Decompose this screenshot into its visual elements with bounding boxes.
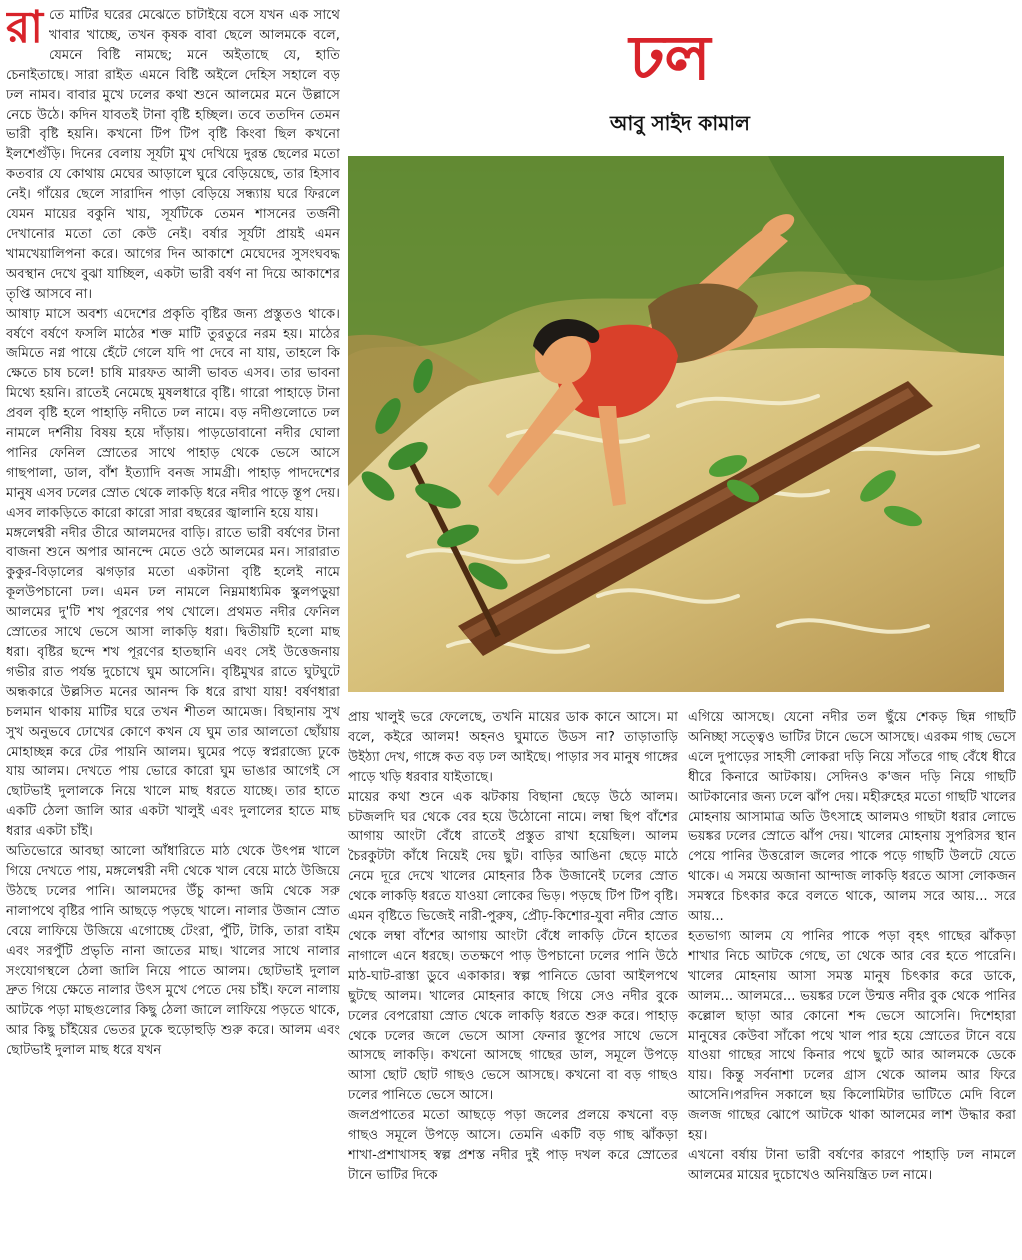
article-column-left [6, 6, 340, 1256]
article-paragraph-text: তে মাটির ঘরের মেঝেতে চাটাইয়ে বসে যখন এক সাথে খাবার খাচ্ছে, তখন কৃষক বাবা ছেলে আলমকে বলে, যেমনে বিষ্টি নামছে; মনে অইতাছে যে, হাতি চেনাইতাছে। সারা রাইত এমনে বিষ্টি অইলে দেহিস সহালে বড় ঢল নামব। বাবার মুখে ঢলের কথা শুনে আলমের মনে উল্লাসে নেচে উঠে। কদিন যাবতই টানা বৃষ্টি হচ্ছিল। তবে ততদিন তেমন ভারী বৃষ্টি হয়নি। কখনো টিপ টিপ বৃষ্টি কিংবা ছিল কখনো ইলশেগুঁড়ি। দিনের বেলায় সূর্যটা মুখ দেখিয়ে দুরন্ত ছেলের মতো কতবার যে কোথায় মেঘের আড়ালে ঘুরে বেড়িয়েছে, তার হিসাব নেই। গাঁয়ের ছেলে সারাদিন পাড়া বেড়িয়ে সন্ধ্যায় ঘরে ফিরলে যেমন মায়ের বকুনি খায়, সূর্যটিকে তেমন শাসনের তর্জনী দেখানোর মতো তো কেউ নেই। বর্ষার সূর্যটা প্রায়ই এমন খামখেয়ালিপনা করে। আগের দিন আকাশে মেঘেদের সুসংঘবদ্ধ অবস্থান দেখে বুঝা যাচ্ছিল, একটা ভারী বর্ষণ না দিয়ে আকাশের তৃপ্তি আসবে না। [6, 8, 340, 302]
article-column-right [688, 708, 1016, 1256]
article-paragraph: হতভাগ্য আলম যে পানির পাকে পড়া বৃহৎ গাছের ঝাঁকড়া শাখার নিচে আটকে গেছে, তা থেকে আর বের হতে পারেনি। খালের মোহনায় আসা সমস্ত মানুষ চিৎকার করে ডাকে, আলম... আলমরে... ভয়ঙ্কর ঢলে উন্মত্ত নদীর বুক থেকে পানির কল্লোল ছাড়া আর কোনো শব্দ ভেসে আসেনি। দিশেহারা মানুষের কেউবা সাঁকো পথে খাল পার হয়ে স্রোতের টানে বয়ে যাওয়া গাছের সাথে কিনার পথে ছুটে আর আলমকে ডেকে যায়। কিন্তু সর্বনাশা ঢলের গ্রাস থেকে আলম আর ফিরে আসেনি।পরদিন সকালে ছয় কিলোমিটার ভাটিতে মেদি বিলে জলজ গাছের ঝোপে আটকে থাকা আলমের লাশ উদ্ধার করা হয়। [688, 928, 1016, 1144]
article-paragraph: জলপ্রপাতের মতো আছড়ে পড়া জলের প্রলয়ে কখনো বড় গাছও সমূলে উপড়ে আসে। তেমনি একটি বড় গাছ ঝাঁকড়া শাখা-প্রশাখাসহ স্বল্প প্রশস্ত নদীর দুই পাড় দখল করে স্রোতের টানে ভাটির দিকে [348, 1108, 678, 1183]
article-paragraph: মঙ্গলেশ্বরী নদীর তীরে আলমদের বাড়ি। রাতে ভারী বর্ষণের টানা বাজনা শুনে অপার আনন্দে মেতে ওঠে আলমের মন। সারারাত কুকুর-বিড়ালের ঝগড়ার মতো একটানা বৃষ্টি হলেই নামে কূলউপচানো ঢল। এমন ঢল নামলে নিম্নমাধ্যমিক স্কুলপড়ুয়া আলমের দু'টি শখ পূরণের পথ খোলে। প্রথমত নদীর ফেনিল স্রোতের সাথে ভেসে আসা লাকড়ি ধরা। দ্বিতীয়টি হলো মাছ ধরা। বৃষ্টির ছন্দে শখ পূরণের হাতছানি এবং সেই উত্তেজনায় গভীর রাত পর্যন্ত দুচোখে ঘুম আসেনি। বৃষ্টিমুখর রাতে ঘুটঘুটে অন্ধকারে উল্লসিত মনের আনন্দ কি ধরে রাখা যায়! বর্ষণধারা চলমান থাকায় মাটির ঘরে তখন শীতল আমেজ। বিছানায় সুখ সুখ অনুভবে ঢোখের কোণে কখন যে ঘুম তার আলতো ছোঁয়ায় মোহাচ্ছন্ন করে টের পায়নি আলম। ঘুমের পড়ে স্বপ্নরাজ্যে ঢুকে যায় আলম। দেখতে পায় ভোরে কারো ঘুম ভাঙার আগেই সে ছোটভাই দুলালকে নিয়ে খালে মাছ ধরতে যাচ্ছে। তার হাতে একটি ঠেলা জালি আর একটা খালুই এবং দুলালের হাতে মাছ ধরার একটা চাঁই। [6, 525, 340, 840]
article-title: ঢল [629, 21, 711, 94]
article-paragraph: অতিভোরে আবছা আলো আঁধারিতে মাঠ থেকে উৎপন্ন খালে গিয়ে দেখতে পায়, মঙ্গলেশ্বরী নদী থেকে খাল বেয়ে মাঠে উজিয়ে উঠছে ঢলের পানি। আলমদের উঁচু কান্দা জমি থেকে সরু নালাপথে বৃষ্টির পানি আছড়ে পড়ছে খালে। নালার উজান স্রোত বেয়ে লাফিয়ে উজিয়ে এগোচ্ছে টেংরা, পুঁটি, টাকি, তারা বাইম এবং সরপুঁটি প্রভৃতি নানা জাতের মাছ। খালের সাথে নালার সংযোগস্থলে ঠেলা জালি নিয়ে পাতে আলম। ছোটভাই দুলাল দ্রুত গিয়ে ক্ষেতে নালার উৎস মুখে পেতে দেয় চাঁই। ফলে নালায় আটকে পড়া মাছগুলোর কিছু ঠেলা জালে লাফিয়ে পড়তে থাকে, আর কিছু চাঁইয়ের ভেতর ঢুকে হুড়োহুড়ি শুরু করে। আলম এবং ছোটভাই দুলাল মাছ ধরে যখন [6, 844, 340, 1059]
story-illustration [348, 156, 1004, 692]
article-paragraph [6, 6, 340, 305]
article-author: আবু সাইদ কামাল [610, 111, 750, 135]
article-column-middle [348, 708, 678, 1256]
article-paragraph: আষাঢ় মাসে অবশ্য এদেশের প্রকৃতি বৃষ্টির জন্য প্রস্তুতও থাকে। বর্ষণে বর্ষণে ফসলি মাঠের শক্ত মাটি তুরতুরে নরম হয়। মাঠের জমিতে নগ্ন পায়ে হেঁটে গেলে যদি পা দেবে না যায়, তাহলে কি ক্ষেতে চাষ চলে! চাষি মারফত আলী ভাবত এসব। তার ভাবনা মিথ্যে হয়নি। রাতেই নেমেছে মুষলধারে বৃষ্টি। গারো পাহাড়ে টানা প্রবল বৃষ্টি হলে পাহাড়ি নদীতে ঢল নামে। বড় নদীগুলোতে ঢল নামলে দর্শনীয় বিষয় হয়ে দাঁড়ায়। পাড়ডোবানো নদীর ঘোলা পানির ফেনিল স্রোতের সাথে পাহাড় থেকে ভেসে আসে গাছপালা, ডাল, বাঁশ ইত্যাদি বনজ সামগ্রী। পাহাড় পাদদেশের মানুষ এসব ঢলের স্রোত থেকে লাকড়ি ধরে নদীর পাড়ে স্তূপ দেয়। এসব লাকড়িতে কারো কারো সারা বছরের জ্বালানি হয়ে যায়। [6, 306, 340, 521]
article-paragraph: এখনো বর্ষায় টানা ভারী বর্ষণের কারণে পাহাড়ি ঢল নামলে আলমের মায়ের দুচোখেও অনিয়ন্ত্রিত ঢল নামে। [688, 1147, 1016, 1183]
article-paragraph: মায়ের কথা শুনে এক ঝটকায় বিছানা ছেড়ে উঠে আলম। চটজলদি ঘর থেকে বের হয়ে উঠোনো নামে। লম্বা ছিপ বাঁশের আগায় আংটা বেঁধে রাতেই প্রস্তুত রাখা হয়েছিল। আলম চৈরকুটটা কাঁধে নিয়েই দেয় ছুট। বাড়ির আঙিনা ছেড়ে মাঠে নেমে দূরে দেখে খালের মোহনার ঠিক উজানেই ঢলের স্রোত থেকে লাকড়ি ধরতে যাওয়া লোকের ভিড়। পড়ছে টিপ টিপ বৃষ্টি। এমন বৃষ্টিতে ভিজেই নারী-পুরুষ, প্রৌঢ়-কিশোর-যুবা নদীর স্রোত থেকে লম্বা বাঁশের আগায় আংটা বেঁধে লাকড়ি টেনে হাতের নাগালে এনে ধরছে। ততক্ষণে পাড় উপচানো ঢলের পানি উঠে মাঠ-ঘাট-রাস্তা ডুবে একাকার। স্বল্প পানিতে ডোবা আইলপথে ছুটছে আলম। খালের মোহনার কাছে গিয়ে সেও নদীর বুকে ঢলের বেপরোয়া স্রোত থেকে লাকড়ি ধরতে শুরু করে। পাহাড় থেকে ঢলের জলে ভেসে আসা ফেনার স্তূপের সাথে ভেসে আসছে লাকড়ি। কখনো আসছে গাছের ডাল, সমূলে উপড়ে আসা ছোট ছোট গাছও ভেসে আসছে। কখনো বা বড় গাছও ঢলের পানিতে ভেসে আসে। [348, 789, 678, 1104]
article-paragraph: প্রায় খালুই ভরে ফেলেছে, তখনি মায়ের ডাক কানে আসে। মা বলে, কইরে আলম! অহনও ঘুমাতে উডস না? তাড়াতাড়ি উইঠ্যা দেখ, গাঙ্গে কত বড় ঢল আইছে। পাড়ার সব মানুষ গাঙ্গের পাড়ে খড়ি ধরবার যাইতাছে। [348, 710, 678, 785]
illustration-drawing [348, 156, 1004, 692]
article-paragraph: এগিয়ে আসছে। যেনো নদীর তল ছুঁয়ে শেকড় ছিন্ন গাছটি অনিচ্ছা সত্ত্বেও ভাটির টানে ভেসে আসছে। এরকম গাছ ভেসে এলে দুপাড়ের সাহসী লোকরা দড়ি নিয়ে সাঁতরে গাছ বেঁধে ধীরে ধীরে কিনারে আটকায়। সেদিনও ক'জন দড়ি নিয়ে গাছটি আটকানোর জন্য ঢলে ঝাঁপ দেয়। মহীরুহের মতো গাছটি খালের মোহনায় আসামাত্র অতি উৎসাহে আলমও গাছটা ধরার লোভে ভয়ঙ্কর ঢলের স্রোতে ঝাঁপ দেয়। খালের মোহনায় সুপরিসর স্থান পেয়ে পানির উত্তরোল জলের পাকে পড়ে গাছটি উলটে যেতে থাকে। এ সময়ে অজানা আন্দাজ লাকড়ি ধরতে আসা লোকজন সমস্বরে চিৎকার করে বলতে থাকে, আলম সরে আয়... সরে আয়... [688, 710, 1016, 925]
dropcap: রা [6, 6, 43, 53]
